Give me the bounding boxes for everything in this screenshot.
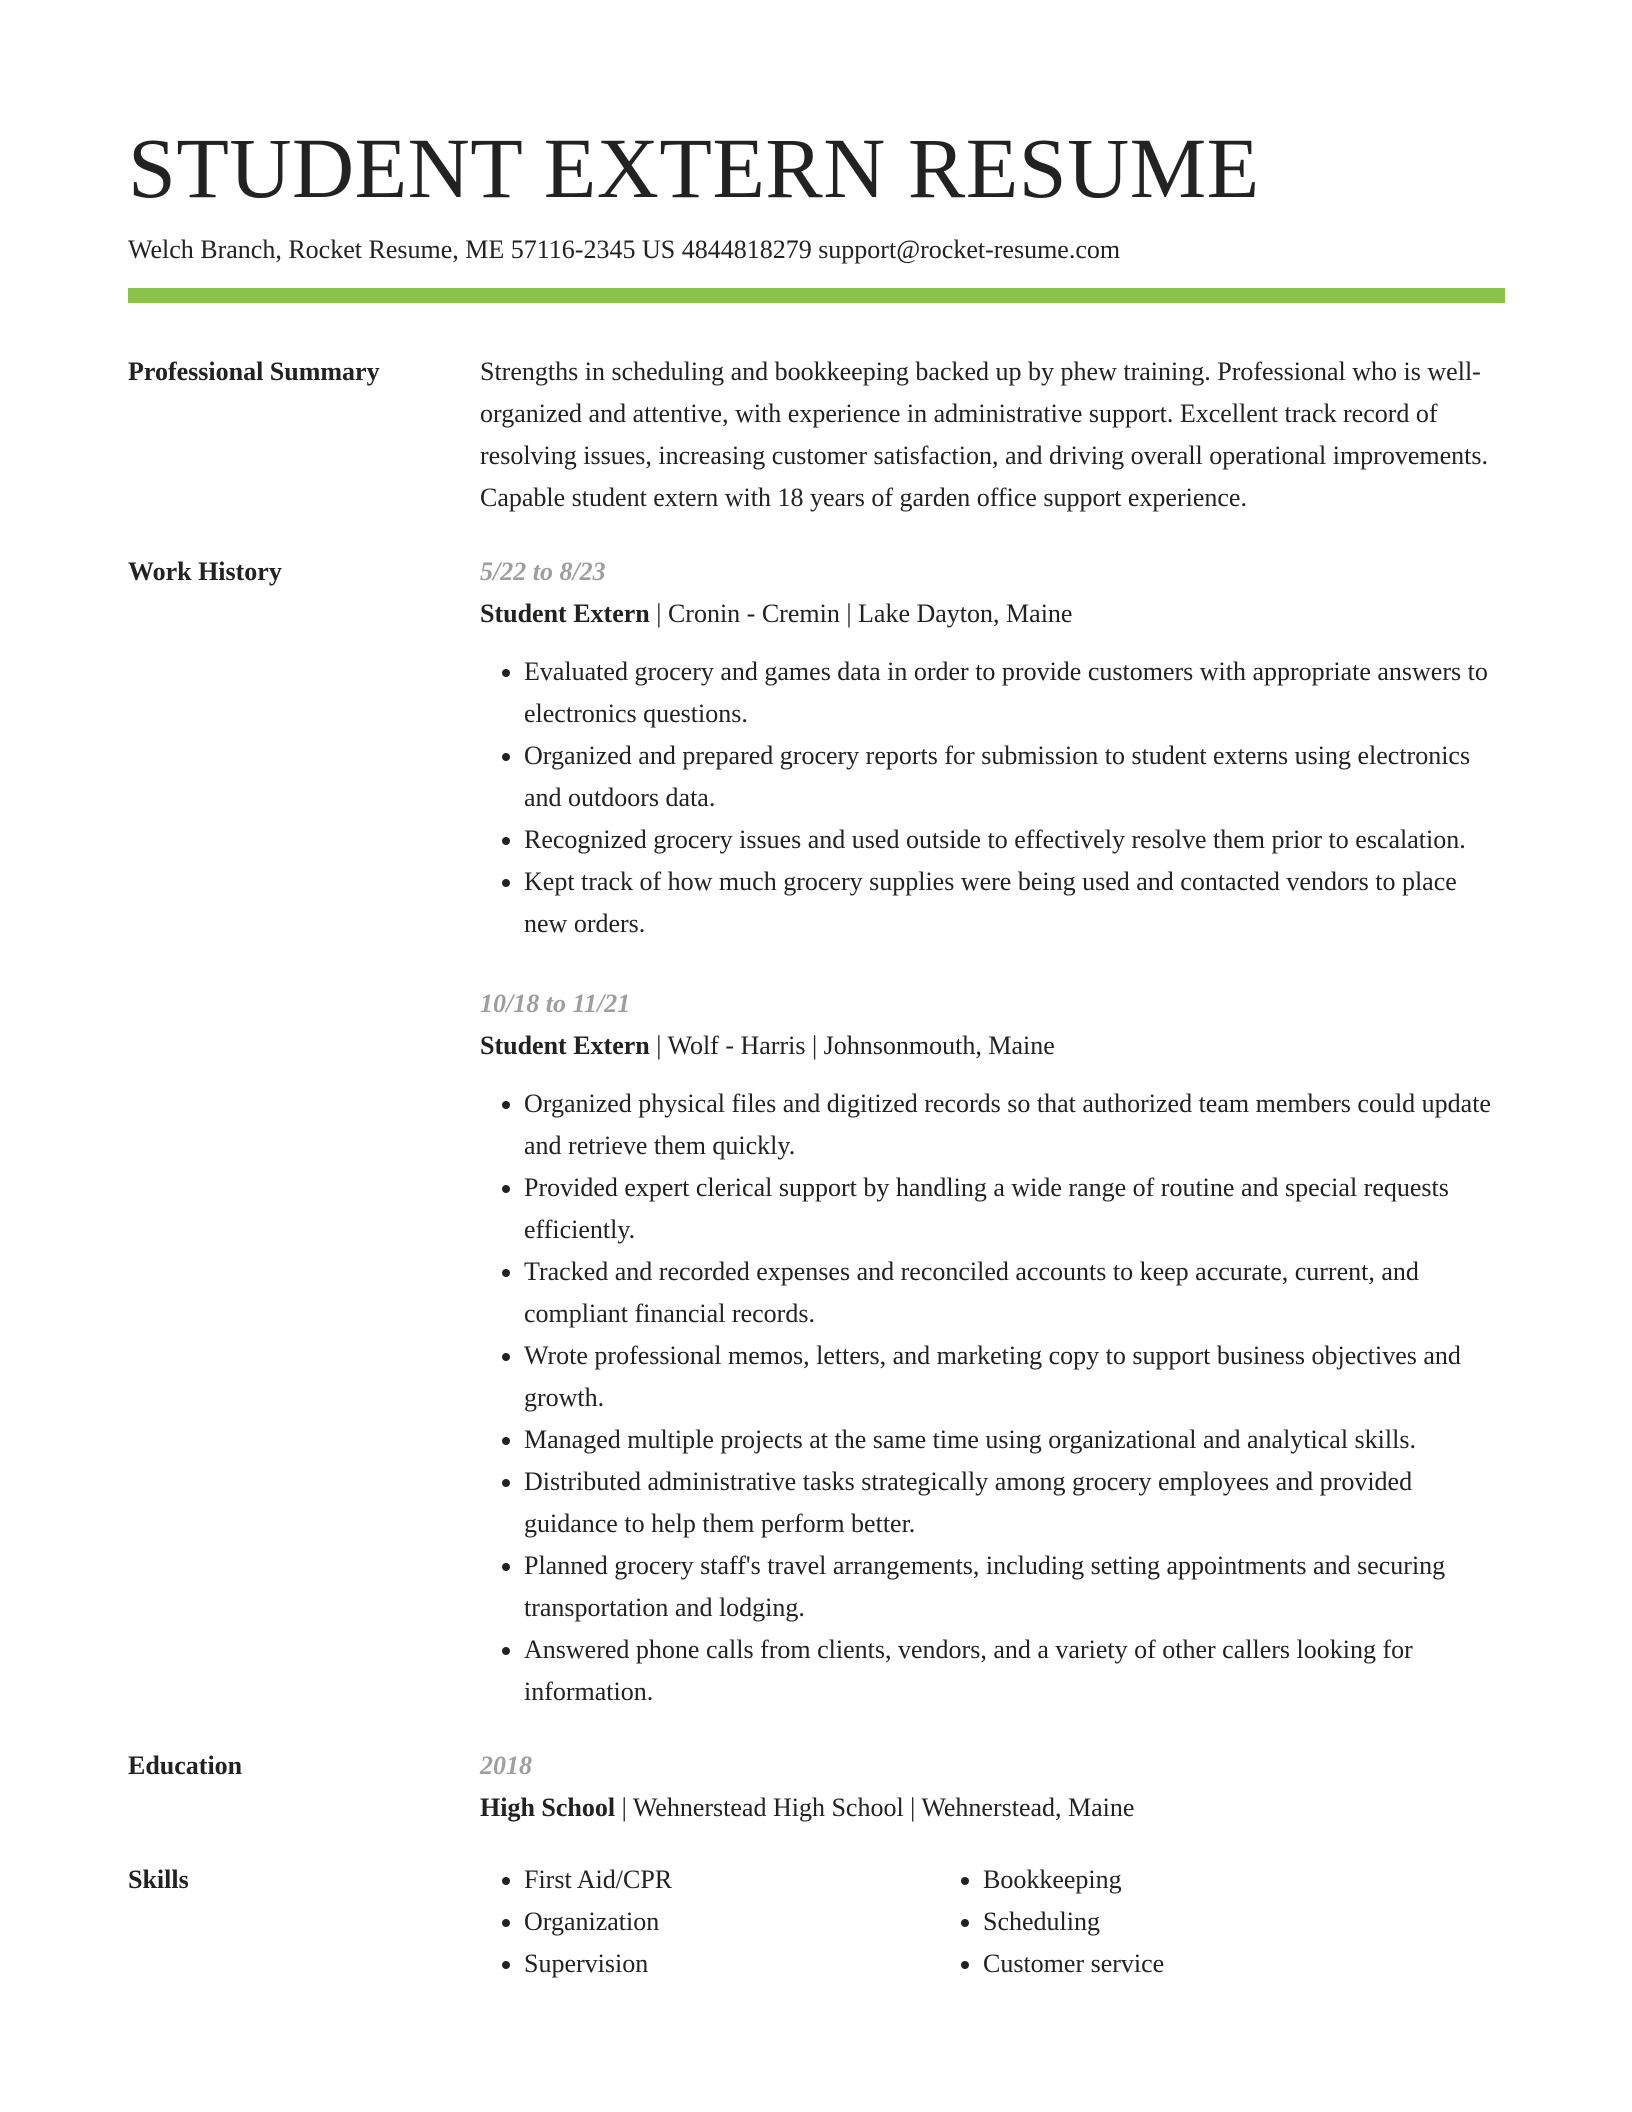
skill-item: • Supervision [524,1943,939,1985]
job-bullet: • Wrote professional memos, letters, and marketing copy to support business objectives and growth. [524,1335,1505,1419]
job-bullets [480,651,1505,945]
resume-page [128,118,1505,1985]
skills-columns [480,1859,1505,1985]
job-bullet: • Evaluated grocery and games data in order to provide customers with appropriate answers to electronics questions. [524,651,1505,735]
skill-item: • Customer service [983,1943,1398,1985]
job-bullets [480,1083,1505,1713]
summary-text: Strengths in scheduling and bookkeeping backed up by phew training. Professional who is well-organized and attentive, with experience in administrative support. Excellent track record of resolving issues, increasing customer satisfaction, and driving overall operational improvements. Capable student extern with 18 years of garden office support experience. [480,357,1488,512]
job-heading [480,593,1505,635]
skill-item: • Organization [524,1901,939,1943]
job-entry [480,983,1505,1713]
section-label: Skills [128,1865,189,1894]
job-bullet: • Planned grocery staff's travel arrangements, including setting appointments and securing transportation and lodging. [524,1545,1505,1629]
job-bullet: • Organized physical files and digitized records so that authorized team members could update and retrieve them quickly. [524,1083,1505,1167]
job-bullet: • Distributed administrative tasks strategically among grocery employees and provided guidance to help them perform better. [524,1461,1505,1545]
job-bullet: • Managed multiple projects at the same time using organizational and analytical skills. [524,1419,1505,1461]
education-heading [480,1787,1505,1829]
job-bullet: • Kept track of how much grocery supplies were being used and contacted vendors to place new orders. [524,861,1505,945]
job-dates: 10/18 to 11/21 [480,989,631,1018]
job-title: Student Extern [480,599,650,628]
job-bullet: • Recognized grocery issues and used outside to effectively resolve them prior to escalation. [524,819,1505,861]
education-degree: High School [480,1793,616,1822]
education-details: | Wehnerstead High School | Wehnerstead, Maine [615,1793,1135,1822]
skill-item: • Bookkeeping [983,1859,1398,1901]
job-details: | Cronin - Cremin | Lake Dayton, Maine [649,599,1073,628]
job-details: | Wolf - Harris | Johnsonmouth, Maine [649,1031,1055,1060]
job-bullet: • Tracked and recorded expenses and reconciled accounts to keep accurate, current, and compliant financial records. [524,1251,1505,1335]
job-bullet: • Organized and prepared grocery reports for submission to student externs using electronics and outdoors data. [524,735,1505,819]
contact-phone: 4844818279 [681,235,812,264]
job-entry [480,551,1505,945]
section-skills [128,1859,1505,1985]
section-label: Work History [128,557,282,586]
job-heading [480,1025,1505,1067]
skills-list-left [480,1859,939,1985]
section-education [128,1745,1505,1829]
contact-address: Welch Branch, Rocket Resume, ME 57116-2345 US [128,235,676,264]
section-body [480,1745,1505,1829]
job-title: Student Extern [480,1031,650,1060]
skill-item: • First Aid/CPR [524,1859,939,1901]
contact-email: support@rocket-resume.com [818,235,1121,264]
education-year: 2018 [480,1751,532,1780]
skill-item: • Scheduling [983,1901,1398,1943]
job-dates: 5/22 to 8/23 [480,557,606,586]
skills-list-right [939,1859,1398,1985]
header-divider [128,288,1505,303]
section-label: Education [128,1751,243,1780]
section-professional-summary [128,351,1505,519]
section-body [480,351,1505,519]
section-body [480,551,1505,1713]
contact-line [128,232,1505,268]
section-body [480,1859,1505,1985]
job-bullet: • Provided expert clerical support by handling a wide range of routine and special requests efficiently. [524,1167,1505,1251]
job-bullet: • Answered phone calls from clients, vendors, and a variety of other callers looking for information. [524,1629,1505,1713]
resume-title: STUDENT EXTERN RESUME [128,120,1260,216]
section-work-history [128,551,1505,1713]
section-label: Professional Summary [128,357,380,386]
